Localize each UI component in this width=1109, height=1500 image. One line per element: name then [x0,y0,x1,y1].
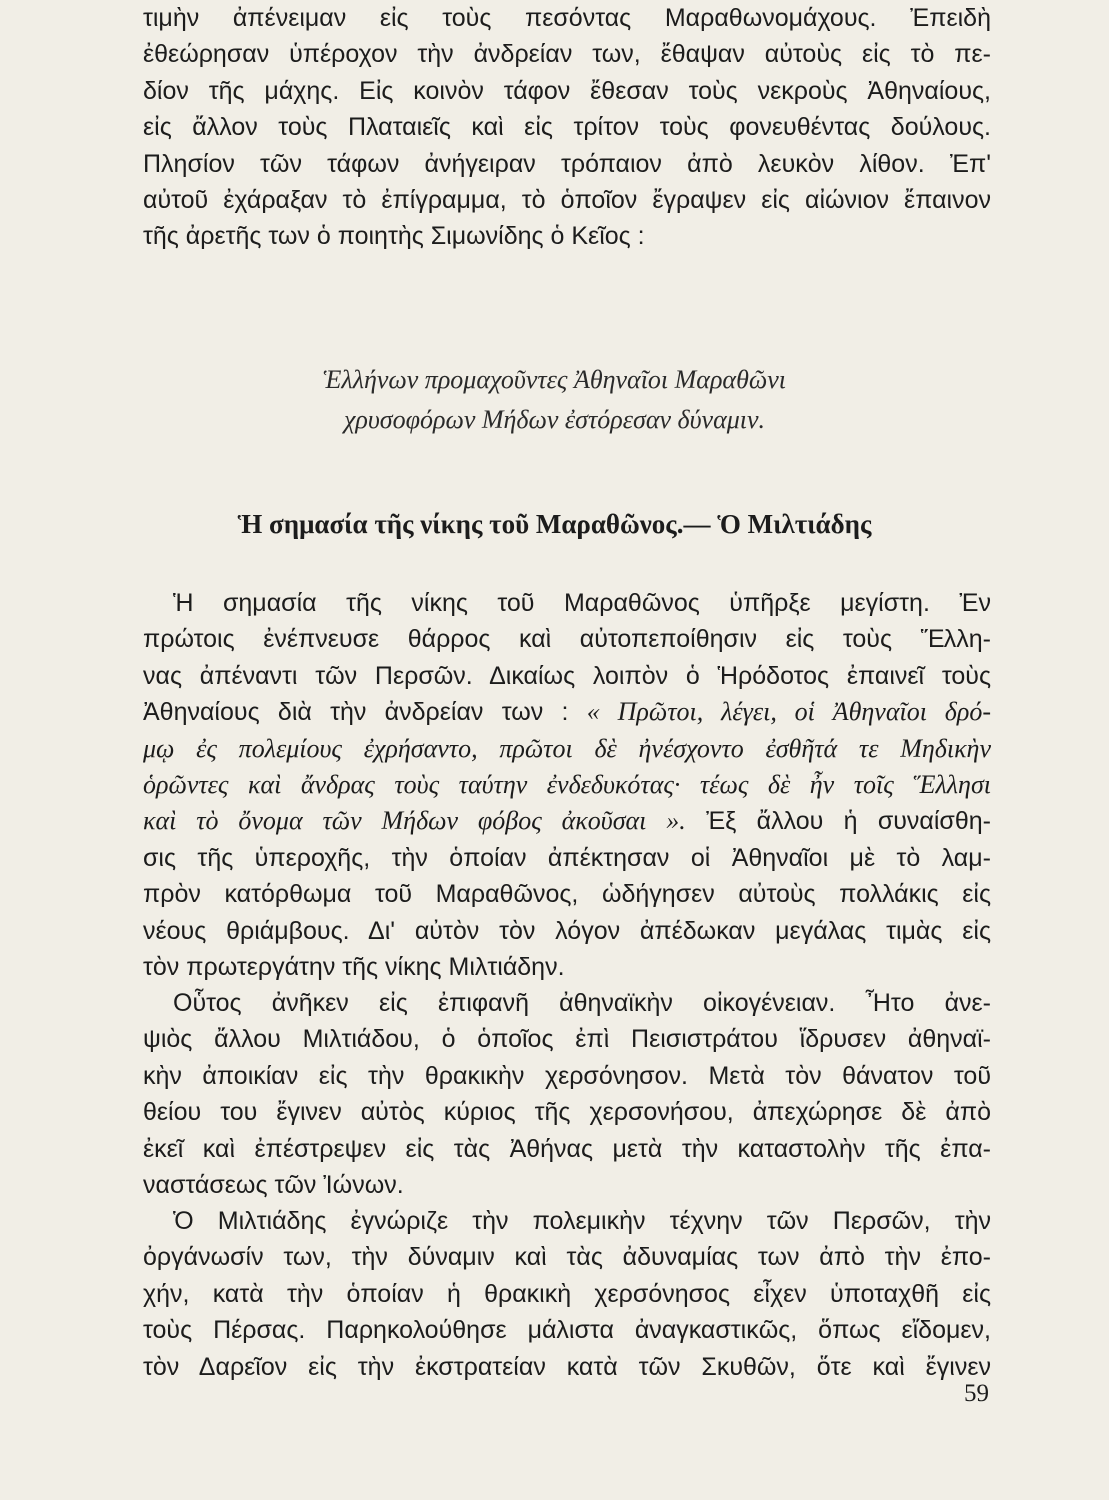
text-line: τοὺς Πέρσας. Παρηκολούθησε μάλιστα ἀναγκαστικῶς, ὅπως εἴδομεν, [143,1316,991,1345]
text-line: αὐτοῦ ἐχάραξαν τὸ ἐπίγραμμα, τὸ ὁποῖον ἔγραψεν εἰς αἰώνιον ἔπαινον [143,186,991,215]
text-line: τὸν πρωτεργάτην τῆς νίκης Μιλτιάδην. [143,953,565,982]
section-heading: Ἡ σημασία τῆς νίκης τοῦ Μαραθῶνος.— Ὁ Μιλτιάδης [237,509,872,539]
text-line: εἰς ἄλλον τοὺς Πλαταιεῖς καὶ εἰς τρίτον τοὺς φονευθέντας δούλους. [143,113,991,142]
text-line: ἐθεώρησαν ὑπέροχον τὴν ἀνδρείαν των, ἔθαψαν αὐτοὺς εἰς τὸ πε- [143,40,991,69]
text-line: ὀργάνωσίν των, τὴν δύναμιν καὶ τὰς ἀδυναμίας των ἀπὸ τὴν ἐπο- [143,1243,991,1272]
text-line: σις τῆς ὑπεροχῆς, τὴν ὁποίαν ἀπέκτησαν οἱ Ἀθηναῖοι μὲ τὸ λαμ- [143,843,991,872]
text-normal: Ἐξ ἄλλου ἡ συναίσθη- [685,807,991,836]
quote-italic: καὶ τὸ ὄνομα τῶν Μήδων φόβος ἀκοῦσαι ». [143,806,686,836]
text-line: νέους θριάμβους. Δι' αὐτὸν τὸν λόγον ἀπέδωκαν μεγάλας τιμὰς εἰς [143,916,991,945]
quote-italic: « Πρῶτοι, λέγει, οἱ Ἀθηναῖοι δρό- [586,697,991,727]
text-line: νας ἀπέναντι τῶν Περσῶν. Δικαίως λοιπὸν ὁ Ἡρόδοτος ἐπαινεῖ τοὺς [143,661,991,690]
paragraph-4 [143,1203,991,1385]
text-line: Ἡ σημασία τῆς νίκης τοῦ Μαραθῶνος ὑπῆρξε μεγίστη. Ἐν [173,589,991,617]
paragraph-3 [143,985,991,1203]
text-line: χήν, κατὰ τὴν ὁποίαν ἡ θρακικὴ χερσόνησος εἶχεν ὑποταχθῆ εἰς [143,1279,991,1308]
text-line: Ὁ Μιλτιάδης ἐγνώριζε τὴν πολεμικὴν τέχνην τῶν Περσῶν, τὴν [173,1207,991,1235]
text-line: Οὗτος ἀνῆκεν εἰς ἐπιφανῆ ἀθηναϊκὴν οἰκογένειαν. Ἦτο ἀνε- [173,989,991,1017]
text-line: κὴν ἀποικίαν εἰς τὴν θρακικὴν χερσόνησον. Μετὰ τὸν θάνατον τοῦ [143,1061,991,1090]
text-line: τῆς ἀρετῆς των ὁ ποιητὴς Σιμωνίδης ὁ Κεῖος : [143,222,645,251]
text-line: ἐκεῖ καὶ ἐπέστρεψεν εἰς τὰς Ἀθήνας μετὰ τὴν καταστολὴν τῆς ἐπα- [143,1134,991,1163]
text-line: τὸν Δαρεῖον εἰς τὴν ἐκστρατείαν κατὰ τῶν Σκυθῶν, ὅτε καὶ ἔγινεν [143,1352,991,1381]
text-line: τιμὴν ἀπένειμαν εἰς τοὺς πεσόντας Μαραθωνομάχους. Ἐπειδὴ [143,4,991,32]
paragraph-2 [143,585,991,985]
text-line: ψιὸς ἄλλου Μιλτιάδου, ὁ ὁποῖος ἐπὶ Πεισιστράτου ἵδρυσεν ἀθηναϊ- [143,1025,991,1054]
text-line: πρὸν κατόρθωμα τοῦ Μαραθῶνος, ὡδήγησεν αὐτοὺς πολλάκις εἰς [143,880,991,909]
text-normal: Ἀθηναίους διὰ τὴν ἀνδρείαν των : [143,698,587,727]
page-number: 59 [964,1380,989,1407]
text-line: θείου του ἔγινεν αὐτὸς κύριος τῆς χερσονήσου, ἀπεχώρησε δὲ ἀπὸ [143,1098,991,1127]
paragraph-1 [143,0,991,255]
epigram-line-2: χρυσοφόρων Μήδων ἐστόρεσαν δύναμιν. [343,405,766,434]
text-line: Πλησίον τῶν τάφων ἀνήγειραν τρόπαιον ἀπὸ λευκὸν λίθον. Ἐπ' [143,149,991,178]
quote-line: μῳ ἐς πολεμίους ἐχρήσαντο, πρῶτοι δὲ ἠνέσχοντο ἐσθῆτά τε Μηδικὴν [143,733,991,763]
epigram-line-1: Ἑλλήνων προμαχοῦντες Ἀθηναῖοι Μαραθῶνι [323,365,786,394]
text-line-mixed [143,803,991,839]
text-line: πρώτοις ἐνέπνευσε θάρρος καὶ αὐτοπεποίθησιν εἰς τοὺς Ἕλλη- [143,625,991,654]
text-line: δίον τῆς μάχης. Εἰς κοινὸν τάφον ἔθεσαν τοὺς νεκροὺς Ἀθηναίους, [143,76,991,105]
text-line: ναστάσεως τῶν Ἰώνων. [143,1171,404,1200]
quote-line: ὁρῶντες καὶ ἄνδρας τοὺς ταύτην ἐνδεδυκότας· τέως δὲ ἦν τοῖς Ἕλλησι [143,770,991,800]
text-line-mixed [143,694,991,730]
